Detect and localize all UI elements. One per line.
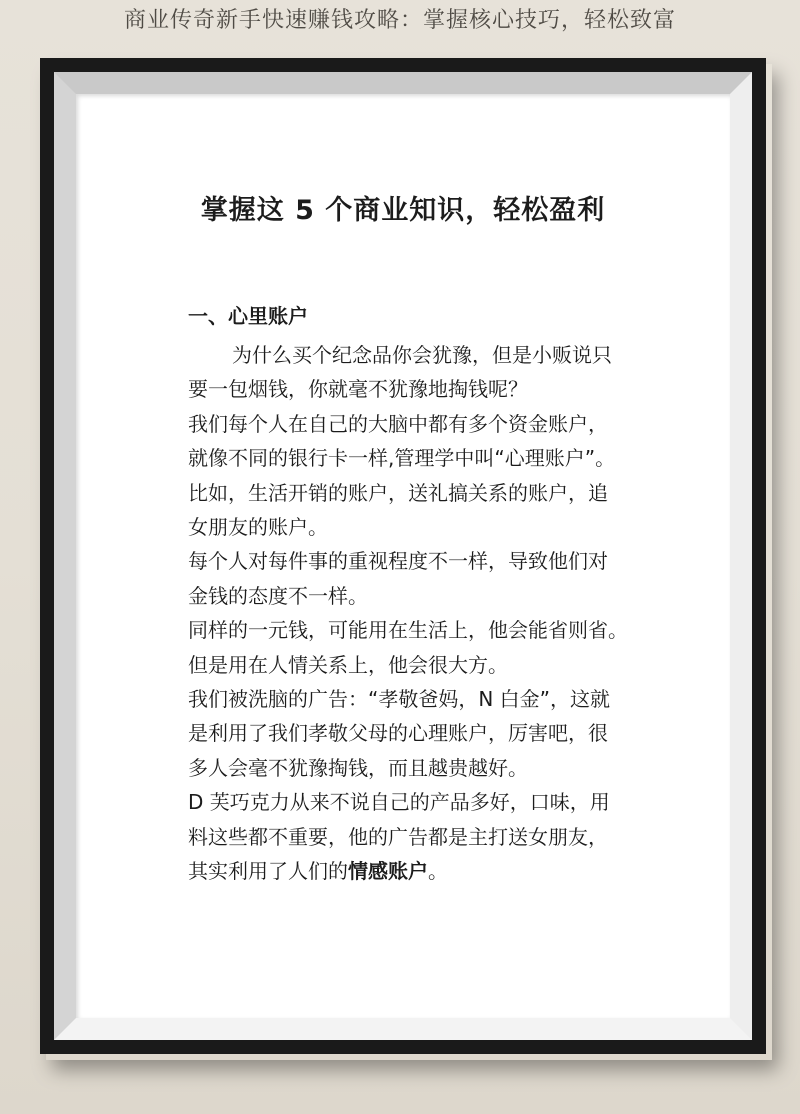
body-line: 料这些都不重要，他的广告都是主打送女朋友， [188, 824, 608, 849]
body-line: 同样的一元钱，可能用在生活上，他会能省则省。 [188, 618, 628, 643]
body-line: 金钱的态度不一样。 [188, 583, 368, 608]
body-line: 为什么买个纪念品你会犹豫，但是小贩说只 [232, 343, 612, 367]
body-line: 就像不同的银行卡一样,管理学中叫“心理账户”。 [188, 446, 616, 471]
frame-mat [54, 72, 752, 1040]
body-line: 我们每个人在自己的大脑中都有多个资金账户， [188, 411, 608, 436]
body-line: 是利用了我们孝敬父母的心理账户，厉害吧，很 [188, 721, 608, 746]
body-line: 我们被洗脑的广告：“孝敬爸妈，N 白金”，这就 [188, 687, 611, 712]
last-line-prefix: 其实利用了人们的 [188, 859, 348, 884]
document-title: 掌握这 5 个商业知识，轻松盈利 [200, 195, 606, 226]
last-line-suffix: 。 [428, 859, 448, 884]
body-line: 比如，生活开销的账户，送礼搞关系的账户，追 [188, 480, 608, 505]
body-line: 每个人对每件事的重视程度不一样，导致他们对 [188, 549, 608, 574]
body-line: 要一包烟钱，你就毫不犹豫地掏钱呢？ [188, 377, 528, 402]
body-line: 多人会毫不犹豫掏钱，而且越贵越好。 [188, 755, 528, 780]
section-heading: 一、心里账户 [188, 304, 308, 328]
picture-frame [40, 58, 766, 1054]
emphasis-text: 情感账户 [348, 859, 428, 884]
body-line-last [188, 854, 658, 888]
page-caption: 商业传奇新手快速赚钱攻略：掌握核心技巧，轻松致富 [123, 8, 676, 33]
body-line: 但是用在人情关系上，他会很大方。 [188, 652, 508, 677]
body-line: 女朋友的账户。 [188, 515, 328, 540]
document-paper [76, 94, 730, 1018]
document-body [188, 338, 658, 889]
body-line: D 芙巧克力从来不说自己的产品多好，口味，用 [188, 790, 610, 815]
